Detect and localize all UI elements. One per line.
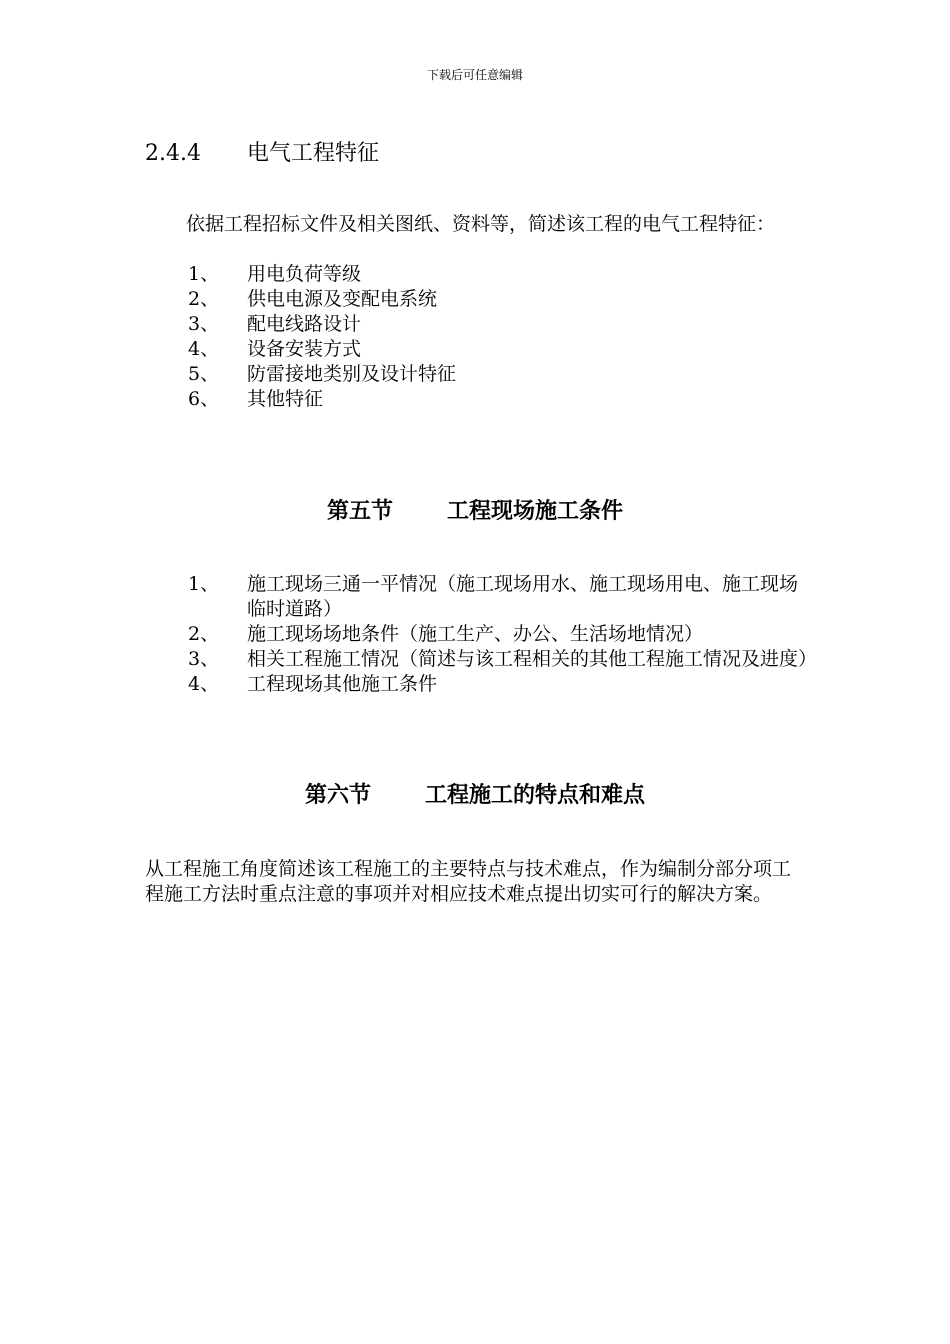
section-title: 工程施工的特点和难点 bbox=[425, 782, 646, 808]
list-index: 3、 bbox=[188, 648, 220, 670]
list-index: 1、 bbox=[188, 573, 220, 595]
list-text: 其他特征 bbox=[247, 388, 324, 410]
electrical-intro-paragraph: 依据工程招标文件及相关图纸、资料等，简述该工程的电气工程特征： bbox=[186, 213, 776, 235]
section-label: 第五节 bbox=[326, 498, 393, 524]
section-title: 工程现场施工条件 bbox=[447, 498, 624, 524]
list-text: 设备安装方式 bbox=[247, 338, 362, 360]
list-item bbox=[188, 647, 818, 672]
list-item bbox=[188, 262, 808, 287]
construction-difficulty-paragraph: 从工程施工角度简述该工程施工的主要特点与技术难点，作为编制分部分项工程施工方法时重点注意的事项并对相应技术难点提出切实可行的解决方案。 bbox=[145, 858, 792, 905]
list-item bbox=[188, 287, 808, 312]
list-item bbox=[188, 337, 808, 362]
list-index: 4、 bbox=[188, 338, 220, 360]
page-header-note: 下载后可任意编辑 bbox=[426, 68, 523, 82]
list-text: 配电线路设计 bbox=[247, 313, 362, 335]
list-index: 3、 bbox=[188, 313, 220, 335]
section-label: 第六节 bbox=[304, 782, 371, 808]
section-6-heading bbox=[0, 778, 950, 809]
list-index: 6、 bbox=[188, 388, 220, 410]
subsection-title: 电气工程特征 bbox=[247, 141, 380, 166]
list-item bbox=[188, 572, 808, 622]
list-index: 1、 bbox=[188, 263, 220, 285]
list-item bbox=[188, 387, 808, 412]
list-text: 相关工程施工情况（简述与该工程相关的其他工程施工情况及进度） bbox=[247, 648, 818, 670]
list-text: 供电电源及变配电系统 bbox=[247, 288, 438, 310]
list-item bbox=[188, 362, 808, 387]
list-item bbox=[188, 672, 808, 697]
list-index: 2、 bbox=[188, 623, 220, 645]
list-index: 2、 bbox=[188, 288, 220, 310]
section-5-heading bbox=[0, 494, 950, 525]
list-text: 工程现场其他施工条件 bbox=[247, 673, 438, 695]
list-text: 防雷接地类别及设计特征 bbox=[247, 363, 457, 385]
list-text: 施工现场场地条件（施工生产、办公、生活场地情况） bbox=[247, 623, 704, 645]
list-item bbox=[188, 622, 808, 647]
list-item bbox=[188, 312, 808, 337]
subsection-heading-2-4-4 bbox=[145, 136, 379, 167]
list-text: 用电负荷等级 bbox=[247, 263, 362, 285]
subsection-number: 2.4.4 bbox=[145, 141, 201, 166]
electrical-feature-list bbox=[188, 262, 808, 412]
list-index: 4、 bbox=[188, 673, 220, 695]
list-index: 5、 bbox=[188, 363, 220, 385]
site-conditions-list bbox=[188, 572, 818, 697]
list-text: 施工现场三通一平情况（施工现场用水、施工现场用电、施工现场临时道路） bbox=[247, 573, 799, 620]
